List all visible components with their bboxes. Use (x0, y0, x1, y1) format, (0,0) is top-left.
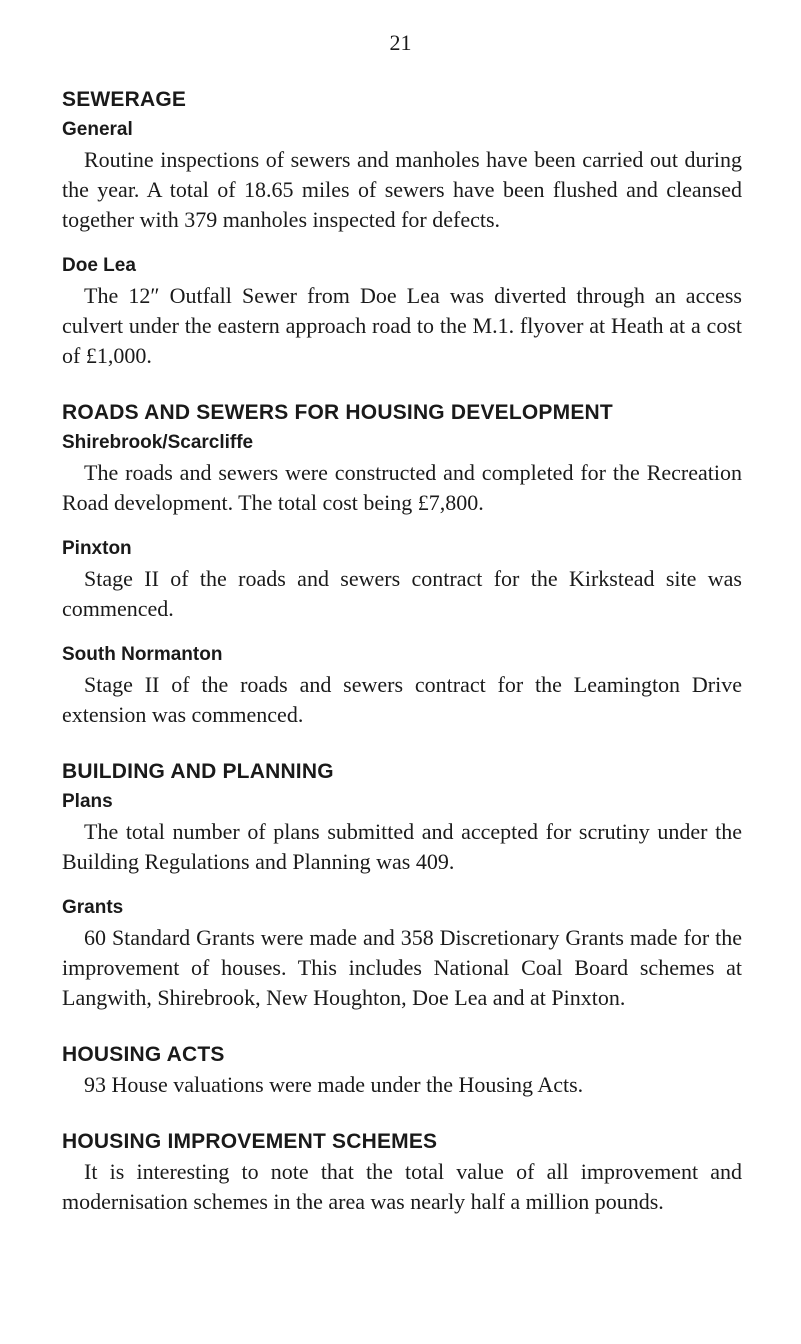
section-heading-roads: ROADS AND SEWERS FOR HOUSING DEVELOPMENT (62, 401, 613, 424)
section-heading-sewerage: SEWERAGE (62, 88, 187, 111)
subheading-shirebrook: Shirebrook/Scarcliffe (62, 432, 254, 453)
document-body (62, 85, 742, 1217)
subheading-grants: Grants (62, 897, 124, 918)
paragraph-shirebrook: The roads and sewers were constructed and completed for the Recreation Road development. The total cost being £7,800. (62, 460, 742, 515)
paragraph-grants: 60 Standard Grants were made and 358 Discretionary Grants made for the improvement of houses. This includes National Coal Board schemes at Langwith, Shirebrook, New Houghton, Doe Lea and at Pinxton. (62, 925, 742, 1010)
subheading-plans: Plans (62, 791, 113, 812)
subheading-south-normanton: South Normanton (62, 644, 223, 665)
paragraph-pinxton: Stage II of the roads and sewers contract for the Kirkstead site was commenced. (62, 566, 742, 621)
page-number: 21 (389, 30, 412, 55)
paragraph-doe-lea: The 12″ Outfall Sewer from Doe Lea was diverted through an access culvert under the eastern approach road to the M.1. flyover at Heath at a cost of £1,000. (62, 283, 742, 368)
paragraph-general: Routine inspections of sewers and manholes have been carried out during the year. A total of 18.65 miles of sewers have been flushed and cleansed together with 379 manholes inspected for defects. (62, 147, 742, 232)
subheading-pinxton: Pinxton (62, 538, 132, 559)
paragraph-housing-acts: 93 House valuations were made under the Housing Acts. (84, 1072, 584, 1097)
paragraph-south-normanton: Stage II of the roads and sewers contract for the Leamington Drive extension was commenced. (62, 672, 742, 727)
paragraph-improvement: It is interesting to note that the total value of all improvement and modernisation schemes in the area was nearly half a million pounds. (62, 1159, 742, 1214)
subheading-general: General (62, 119, 133, 140)
section-heading-building: BUILDING AND PLANNING (62, 760, 334, 783)
section-heading-housing-acts: HOUSING ACTS (62, 1043, 225, 1066)
paragraph-plans: The total number of plans submitted and accepted for scrutiny under the Building Regulations and Planning was 409. (62, 819, 742, 874)
subheading-doe-lea: Doe Lea (62, 255, 136, 276)
section-heading-improvement: HOUSING IMPROVEMENT SCHEMES (62, 1130, 438, 1153)
